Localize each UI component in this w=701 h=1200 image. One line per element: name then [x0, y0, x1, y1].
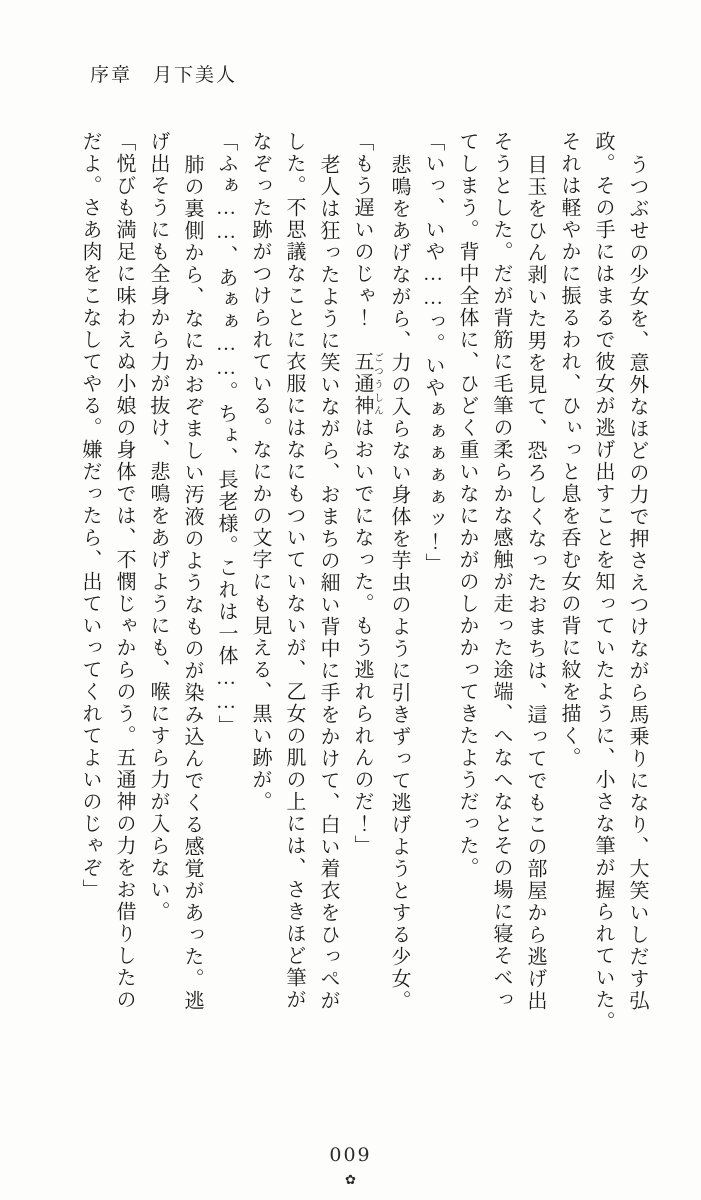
text-line: 老人は狂ったように笑いながら、おまちの細い背中に手をかけて、白い着衣をひっぺが	[317, 154, 339, 1012]
text-line: てしまう。背中全体に、ひどく重いなにかがのしかかってきたようだった。	[456, 131, 478, 879]
flower-ornament-icon: ✿	[345, 1172, 356, 1187]
text-line: だよ。さあ肉をこなしてやる。嫌だったら、出ていってくれてよいのじゃぞ」	[79, 131, 101, 901]
text-line: 悲鳴をあげながら、力の入らない身体を芋虫のように引きずって逃げようとする少女。	[388, 154, 410, 1012]
text-line: うつぶせの少女を、意外なほどの力で押さえつけながら馬乗りになり、大笑いしだす弘	[626, 154, 648, 1012]
ruby-furigana: ごつうしん	[372, 351, 382, 417]
text-line-ruby	[345, 131, 382, 1037]
text-line-dialogue: 「ふぁ……、あぁぁ……。ちょ、長老様。これは一体……」	[215, 131, 237, 737]
body-text	[73, 131, 654, 1037]
text-line: そうとした。だが背筋に毛筆の柔らかな感触が走った途端、へなへなとその場に寝そべっ	[490, 131, 512, 1011]
ruby-base-text: 五通神	[351, 351, 373, 417]
text-line: 肺の裏側から、なにかおぞましい汚液のようなものが染み込んでくる感覚があった。逃	[181, 154, 203, 1012]
text-line: した。不思議なことに衣服にはなにもついていないが、乙女の肌の上には、さきほど筆が	[283, 131, 305, 1011]
page-number: 009	[329, 1144, 372, 1166]
ruby-word	[351, 351, 382, 417]
text-line: 目玉をひん剥いた男を見て、恐ろしくなったおまちは、這ってでもこの部屋から逃げ出	[524, 154, 546, 1012]
text-line: なぞった跡がつけられている。なにかの文字にも見える、黒い跡が。	[249, 131, 271, 813]
chapter-header: 序章 月下美人	[90, 65, 238, 86]
ruby-post-text: はおいでになった。もう逃れられんのだ！」	[351, 417, 373, 857]
text-line: 政。その手にはまるで彼女が逃げ出すことを知っていたように、小さな筆が握られていた。	[592, 131, 614, 1033]
text-line: それは軽やかに振るわれ、ひぃっと息を呑む女の背に紋を描く。	[558, 131, 580, 769]
ruby-pre-text: 「もう遅いのじゃ！	[351, 131, 373, 351]
text-line-dialogue: 「いっ、いや……っ。いやぁぁぁぁぁッ！」	[422, 131, 444, 575]
text-line: げ出そうにも全身から力が抜け、悲鳴をあげようにも、喉にすら力が入らない。	[147, 131, 169, 923]
text-line-dialogue: 「悦びも満足に味わえぬ小娘の身体では、不憫じゃからのう。五通神の力をお借りしたの	[113, 131, 135, 1011]
